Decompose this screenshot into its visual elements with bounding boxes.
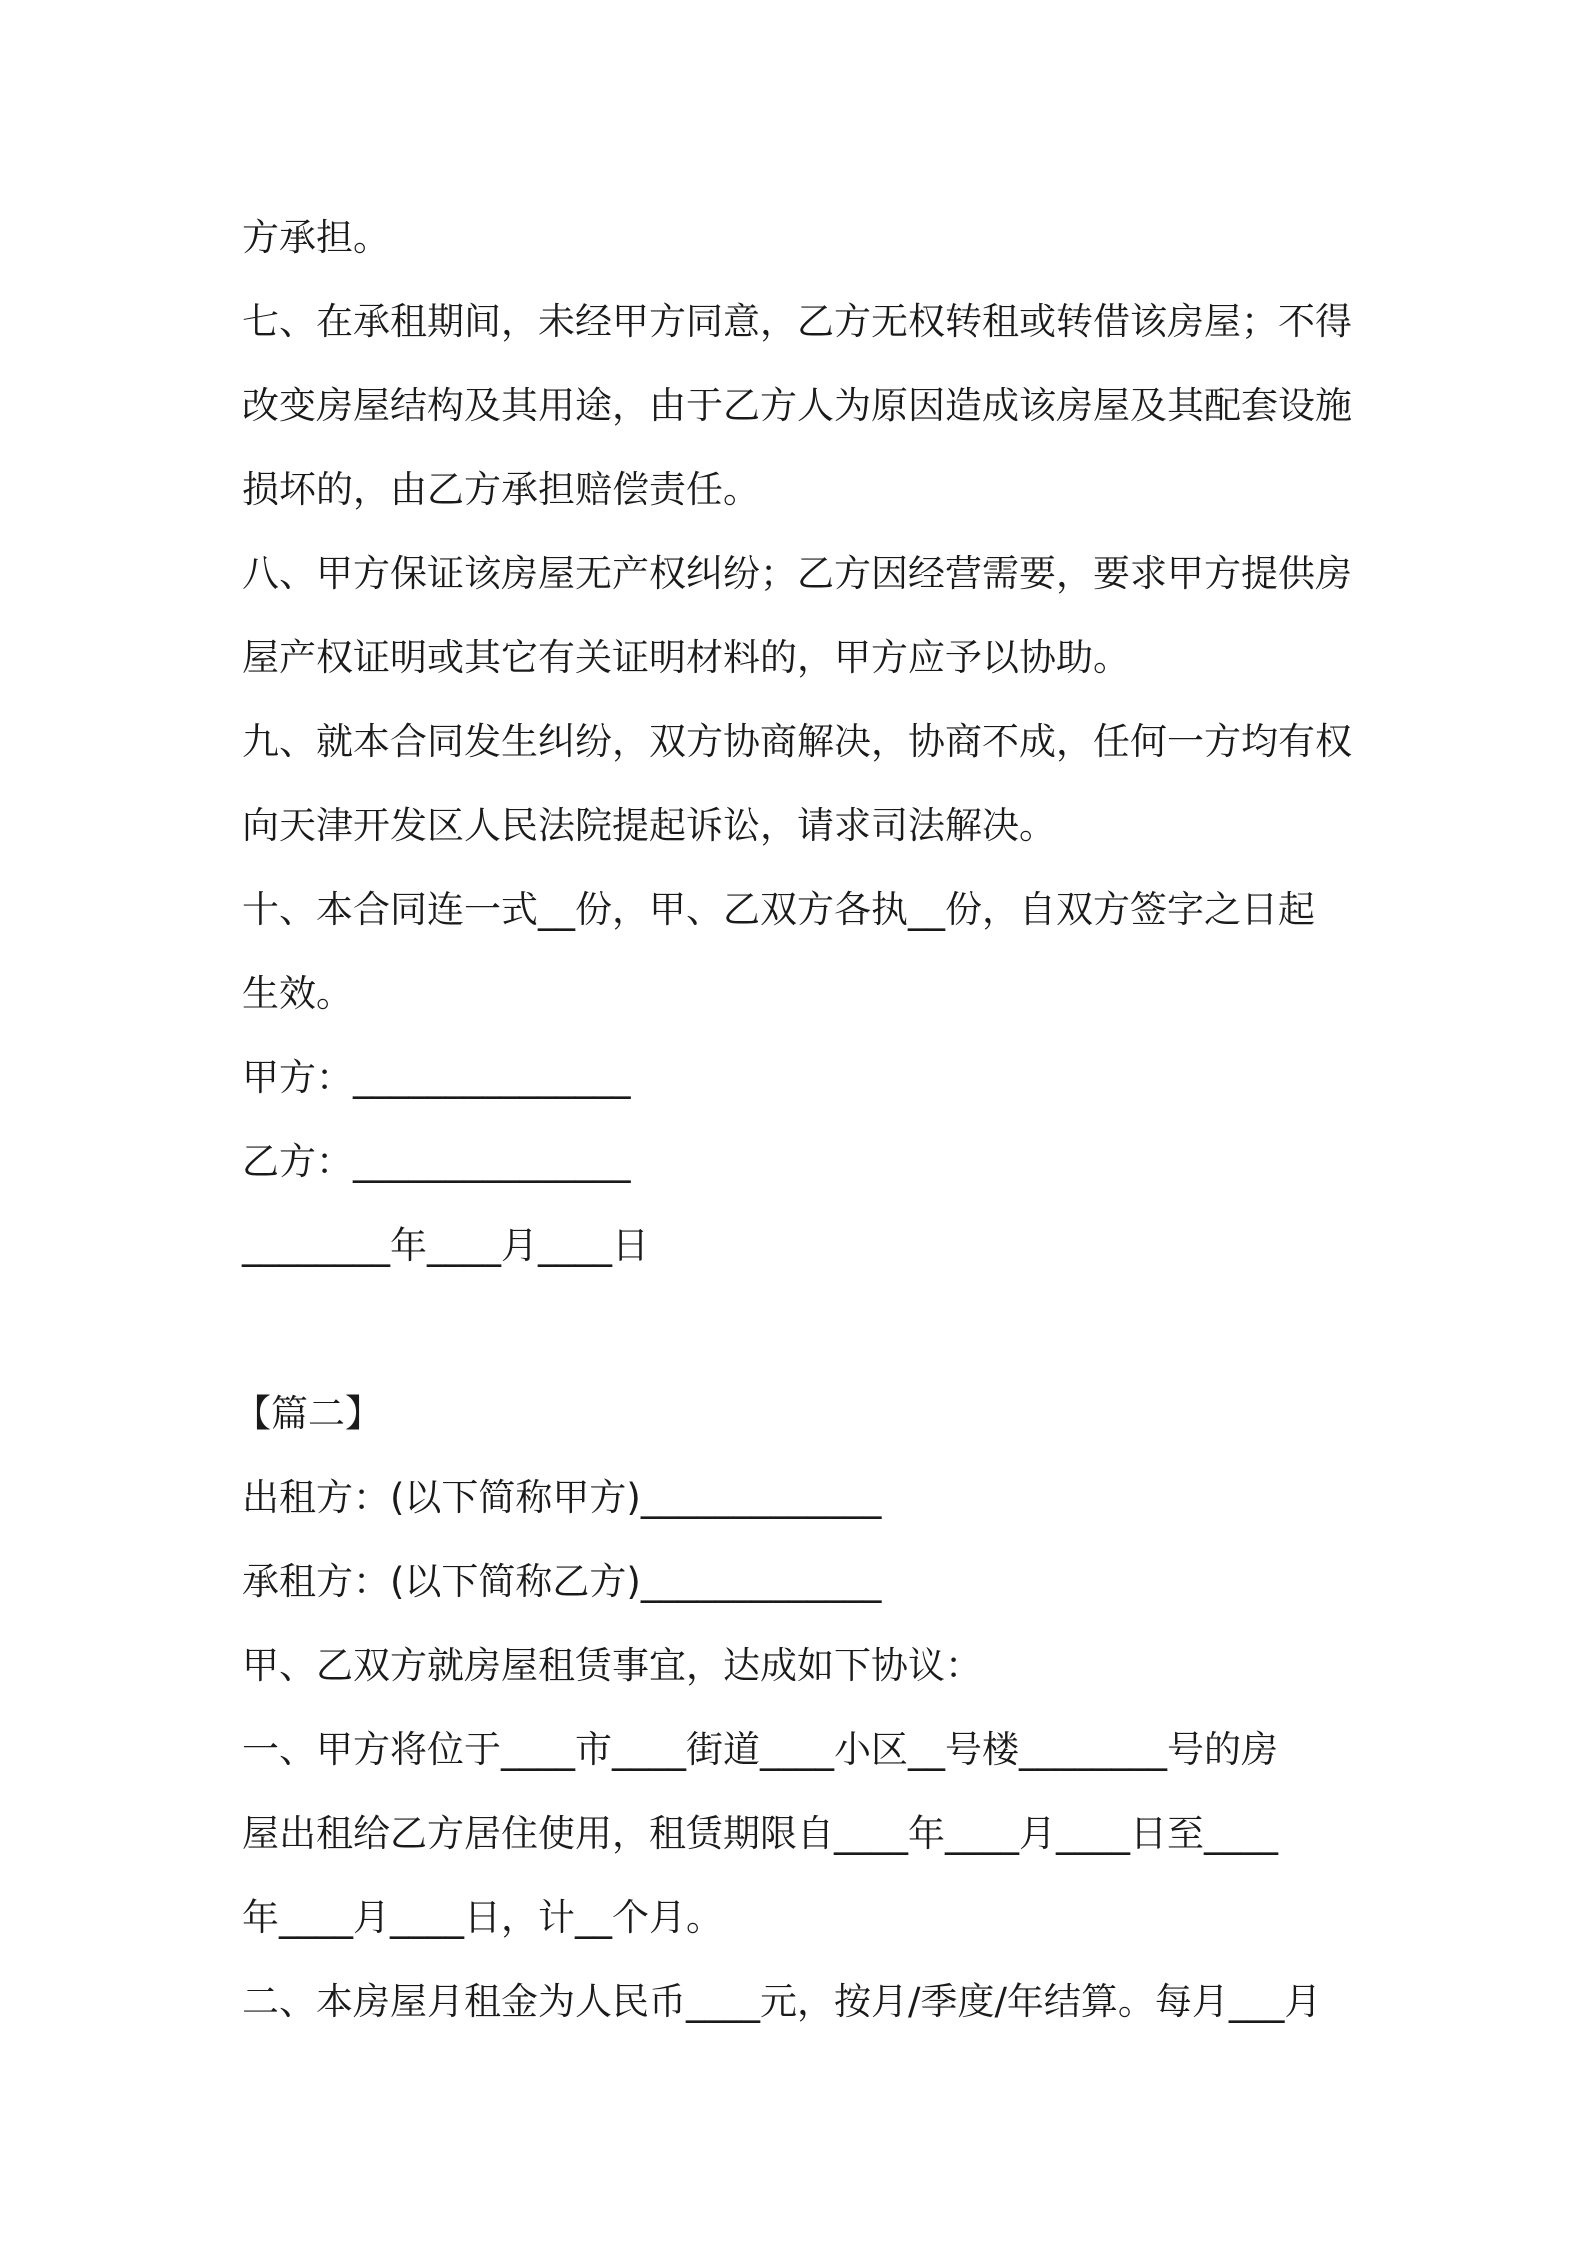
clause-7-line-3: 损坏的，由乙方承担赔偿责任。 — [242, 468, 760, 511]
lessee-line: 承租方：(以下简称乙方)_____________ — [242, 1560, 882, 1603]
clause-8-line-1: 八、甲方保证该房屋无产权纠纷；乙方因经营需要，要求甲方提供房 — [242, 552, 1352, 595]
lessor-line: 出租方：(以下简称甲方)_____________ — [242, 1476, 882, 1519]
clause-8-line-2: 屋产权证明或其它有关证明材料的，甲方应予以协助。 — [242, 636, 1130, 679]
section-title: 【篇二】 — [234, 1392, 382, 1435]
clause-9-line-2: 向天津开发区人民法院提起诉讼，请求司法解决。 — [242, 804, 1056, 847]
clause-10-line-2: 生效。 — [242, 972, 353, 1015]
text-line: 方承担。 — [242, 216, 390, 259]
date-line: ________年____月____日 — [242, 1224, 649, 1267]
party-b-signature-line: 乙方：_______________ — [242, 1140, 631, 1183]
clause-10-line-1: 十、本合同连一式__份，甲、乙双方各执__份，自双方签字之日起 — [242, 888, 1315, 931]
clause-7-line-1: 七、在承租期间，未经甲方同意，乙方无权转租或转借该房屋；不得 — [242, 300, 1352, 343]
party-a-signature-line: 甲方：_______________ — [242, 1056, 631, 1099]
section-gap — [242, 1288, 1362, 1372]
clause-2-line-1: 二、本房屋月租金为人民币____元，按月/季度/年结算。每月___月 — [242, 1980, 1322, 2023]
clause-7-line-2: 改变房屋结构及其用途，由于乙方人为原因造成该房屋及其配套设施 — [242, 384, 1352, 427]
agreement-intro-line: 甲、乙双方就房屋租赁事宜，达成如下协议： — [242, 1644, 982, 1687]
clause-1-line-1: 一、甲方将位于____市____街道____小区__号楼________号的房 — [242, 1728, 1278, 1771]
clause-1-line-3: 年____月____日，计__个月。 — [242, 1896, 723, 1939]
document-body — [234, 196, 1362, 2044]
clause-1-line-2: 屋出租给乙方居住使用，租赁期限自____年____月____日至____ — [242, 1812, 1278, 1855]
clause-9-line-1: 九、就本合同发生纠纷，双方协商解决，协商不成，任何一方均有权 — [242, 720, 1352, 763]
